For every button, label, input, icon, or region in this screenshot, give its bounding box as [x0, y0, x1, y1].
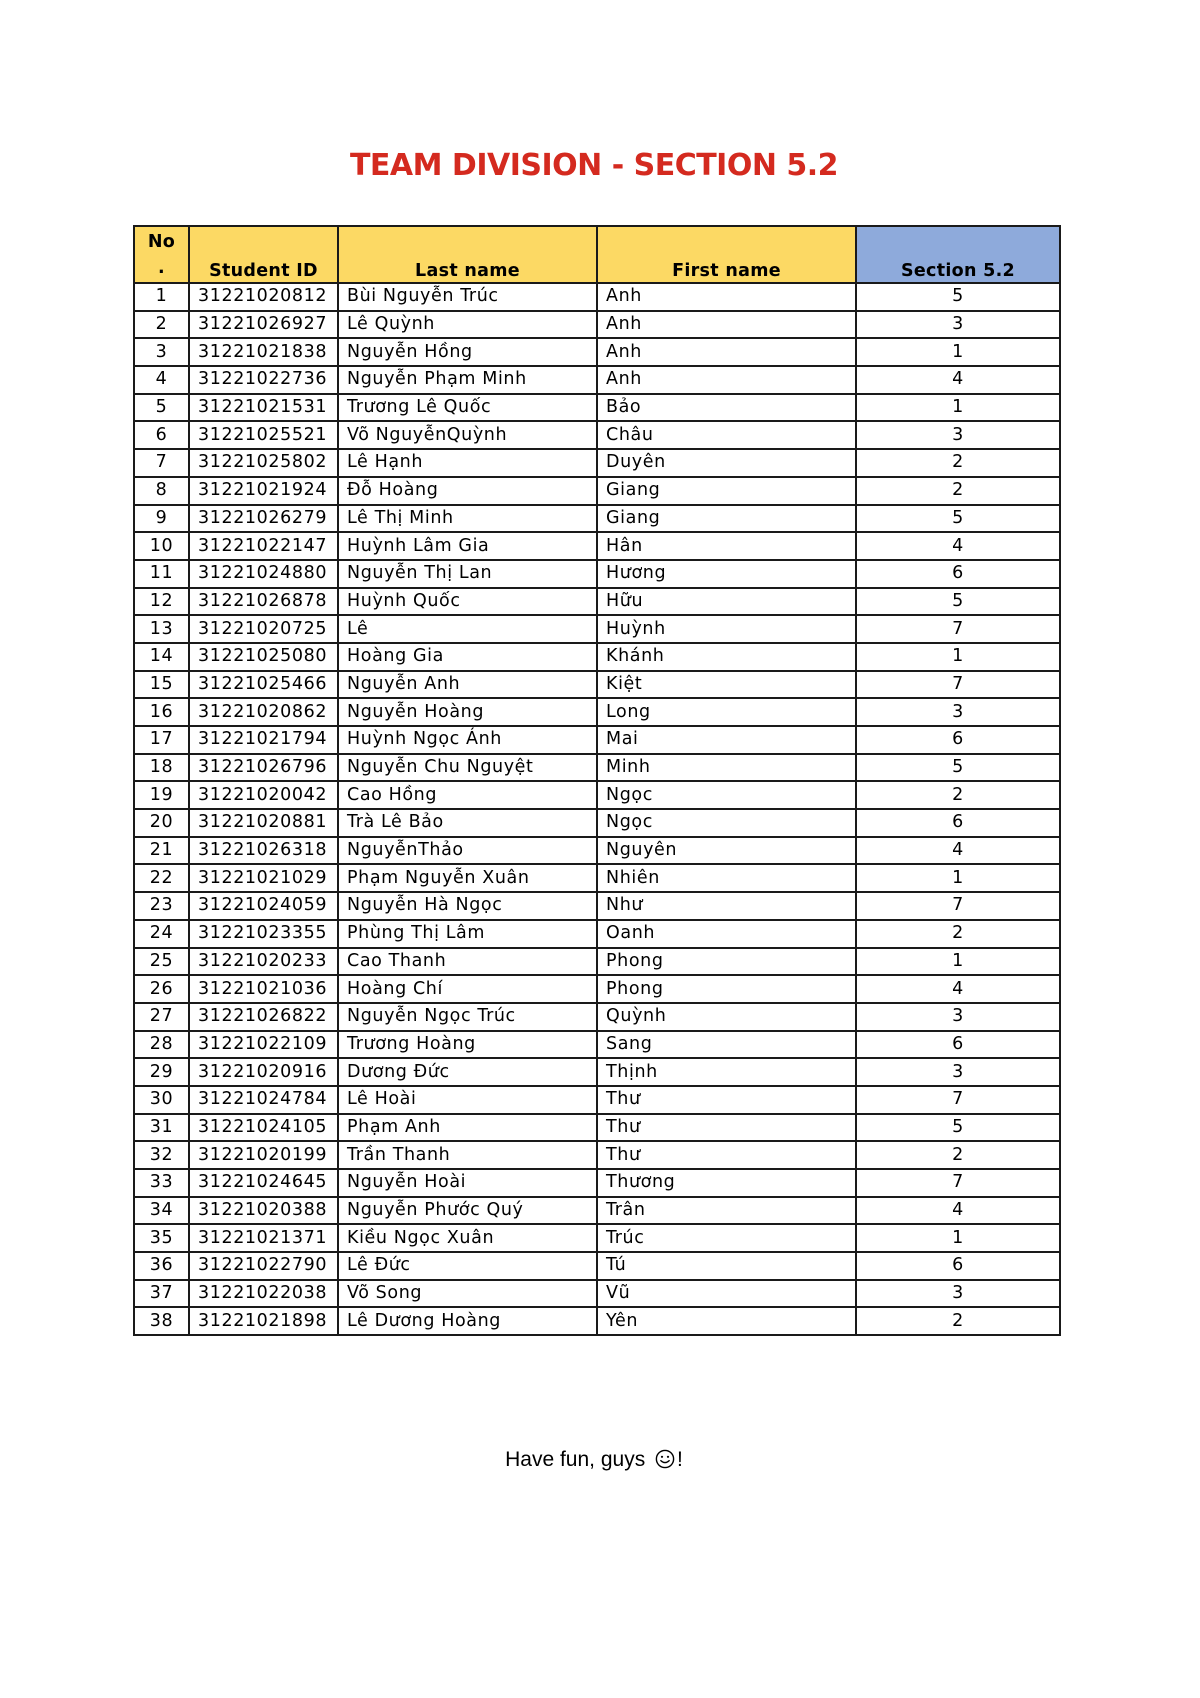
row-number-cell: 14	[134, 643, 189, 671]
section-cell: 3	[856, 698, 1060, 726]
student-id-cell: 31221020812	[189, 283, 338, 311]
last-name-cell: Nguyễn Hồng	[338, 338, 597, 366]
table-row	[134, 1058, 1060, 1086]
last-name-cell: Lê Thị Minh	[338, 505, 597, 533]
section-cell: 3	[856, 1003, 1060, 1031]
row-number-cell: 16	[134, 698, 189, 726]
row-number-cell: 36	[134, 1252, 189, 1280]
section-cell: 1	[856, 338, 1060, 366]
first-name-cell: Oanh	[597, 920, 856, 948]
last-name-cell: Phạm Nguyễn Xuân	[338, 864, 597, 892]
first-name-cell: Hữu	[597, 588, 856, 616]
student-id-cell: 31221022038	[189, 1280, 338, 1308]
section-cell: 3	[856, 1058, 1060, 1086]
row-number-cell: 34	[134, 1197, 189, 1225]
row-number-cell: 6	[134, 421, 189, 449]
row-number-cell: 32	[134, 1141, 189, 1169]
student-id-cell: 31221025080	[189, 643, 338, 671]
student-id-cell: 31221022736	[189, 366, 338, 394]
table-row	[134, 1114, 1060, 1142]
first-name-cell: Hương	[597, 560, 856, 588]
table-row	[134, 588, 1060, 616]
section-cell: 1	[856, 948, 1060, 976]
row-number-cell: 15	[134, 671, 189, 699]
table-row	[134, 283, 1060, 311]
section-cell: 5	[856, 1114, 1060, 1142]
row-number-cell: 27	[134, 1003, 189, 1031]
first-name-cell: Thư	[597, 1141, 856, 1169]
last-name-cell: Nguyễn Chu Nguyệt	[338, 754, 597, 782]
student-id-cell: 31221024105	[189, 1114, 338, 1142]
first-name-cell: Thư	[597, 1086, 856, 1114]
first-name-cell: Anh	[597, 311, 856, 339]
last-name-cell: Huỳnh Quốc	[338, 588, 597, 616]
last-name-cell: Cao Hồng	[338, 781, 597, 809]
first-name-cell: Hân	[597, 532, 856, 560]
table-row	[134, 560, 1060, 588]
row-number-cell: 3	[134, 338, 189, 366]
last-name-cell: Kiều Ngọc Xuân	[338, 1224, 597, 1252]
first-name-cell: Thư	[597, 1114, 856, 1142]
table-row	[134, 892, 1060, 920]
first-name-cell: Mai	[597, 726, 856, 754]
table-row	[134, 1086, 1060, 1114]
row-number-cell: 37	[134, 1280, 189, 1308]
row-number-cell: 26	[134, 975, 189, 1003]
table-row	[134, 1141, 1060, 1169]
smiley-face-icon	[655, 1449, 675, 1469]
last-name-cell: Lê	[338, 615, 597, 643]
table-row	[134, 311, 1060, 339]
section-cell: 3	[856, 1280, 1060, 1308]
section-cell: 6	[856, 1031, 1060, 1059]
table-row	[134, 1307, 1060, 1335]
student-id-cell: 31221020199	[189, 1141, 338, 1169]
table-header-row	[134, 226, 1060, 283]
table-row	[134, 1252, 1060, 1280]
first-name-cell: Anh	[597, 283, 856, 311]
table-row	[134, 671, 1060, 699]
last-name-cell: Lê Dương Hoàng	[338, 1307, 597, 1335]
table-row	[134, 837, 1060, 865]
student-id-cell: 31221020725	[189, 615, 338, 643]
first-name-cell: Thương	[597, 1169, 856, 1197]
first-name-cell: Huỳnh	[597, 615, 856, 643]
section-cell: 6	[856, 560, 1060, 588]
row-number-cell: 24	[134, 920, 189, 948]
student-id-cell: 31221020233	[189, 948, 338, 976]
row-number-cell: 5	[134, 394, 189, 422]
first-name-cell: Trúc	[597, 1224, 856, 1252]
last-name-cell: Nguyễn Anh	[338, 671, 597, 699]
column-header-no-label: No	[147, 231, 176, 252]
table-row	[134, 1280, 1060, 1308]
first-name-cell: Tú	[597, 1252, 856, 1280]
student-id-cell: 31221024784	[189, 1086, 338, 1114]
table-row	[134, 615, 1060, 643]
student-id-cell: 31221025802	[189, 449, 338, 477]
student-id-cell: 31221025521	[189, 421, 338, 449]
student-id-cell: 31221025466	[189, 671, 338, 699]
section-cell: 6	[856, 809, 1060, 837]
section-cell: 2	[856, 449, 1060, 477]
section-cell: 4	[856, 532, 1060, 560]
row-number-cell: 10	[134, 532, 189, 560]
table-row	[134, 809, 1060, 837]
section-cell: 1	[856, 643, 1060, 671]
row-number-cell: 8	[134, 477, 189, 505]
section-cell: 1	[856, 864, 1060, 892]
section-cell: 4	[856, 366, 1060, 394]
first-name-cell: Long	[597, 698, 856, 726]
row-number-cell: 28	[134, 1031, 189, 1059]
table-row	[134, 338, 1060, 366]
first-name-cell: Thịnh	[597, 1058, 856, 1086]
table-row	[134, 1197, 1060, 1225]
student-id-cell: 31221026878	[189, 588, 338, 616]
student-id-cell: 31221021838	[189, 338, 338, 366]
footer-text: Have fun, guys	[505, 1448, 646, 1471]
last-name-cell: Đỗ Hoàng	[338, 477, 597, 505]
table-row	[134, 781, 1060, 809]
last-name-cell: Nguyễn Hà Ngọc	[338, 892, 597, 920]
row-number-cell: 18	[134, 754, 189, 782]
section-cell: 5	[856, 754, 1060, 782]
student-id-cell: 31221026279	[189, 505, 338, 533]
first-name-cell: Giang	[597, 505, 856, 533]
first-name-cell: Minh	[597, 754, 856, 782]
section-cell: 1	[856, 394, 1060, 422]
row-number-cell: 19	[134, 781, 189, 809]
last-name-cell: Huỳnh Lâm Gia	[338, 532, 597, 560]
first-name-cell: Châu	[597, 421, 856, 449]
table-row	[134, 532, 1060, 560]
last-name-cell: Nguyễn Ngọc Trúc	[338, 1003, 597, 1031]
student-id-cell: 31221020862	[189, 698, 338, 726]
student-id-cell: 31221022790	[189, 1252, 338, 1280]
student-id-cell: 31221021794	[189, 726, 338, 754]
row-number-cell: 23	[134, 892, 189, 920]
column-header-first-name: First name	[597, 226, 856, 283]
first-name-cell: Ngọc	[597, 781, 856, 809]
last-name-cell: Dương Đức	[338, 1058, 597, 1086]
last-name-cell: Bùi Nguyễn Trúc	[338, 283, 597, 311]
table-row	[134, 864, 1060, 892]
last-name-cell: Huỳnh Ngọc Ánh	[338, 726, 597, 754]
first-name-cell: Anh	[597, 366, 856, 394]
first-name-cell: Trân	[597, 1197, 856, 1225]
first-name-cell: Khánh	[597, 643, 856, 671]
section-cell: 4	[856, 1197, 1060, 1225]
last-name-cell: Nguyễn Hoài	[338, 1169, 597, 1197]
section-cell: 5	[856, 588, 1060, 616]
section-cell: 5	[856, 283, 1060, 311]
page-title: TEAM DIVISION - SECTION 5.2	[349, 148, 839, 183]
row-number-cell: 25	[134, 948, 189, 976]
section-cell: 4	[856, 975, 1060, 1003]
last-name-cell: Nguyễn Thị Lan	[338, 560, 597, 588]
table-row	[134, 1003, 1060, 1031]
section-cell: 7	[856, 1169, 1060, 1197]
student-id-cell: 31221021531	[189, 394, 338, 422]
table-row	[134, 698, 1060, 726]
last-name-cell: Phạm Anh	[338, 1114, 597, 1142]
student-id-cell: 31221020388	[189, 1197, 338, 1225]
table-row	[134, 920, 1060, 948]
section-cell: 2	[856, 781, 1060, 809]
section-cell: 3	[856, 421, 1060, 449]
first-name-cell: Vũ	[597, 1280, 856, 1308]
first-name-cell: Ngọc	[597, 809, 856, 837]
last-name-cell: Võ Song	[338, 1280, 597, 1308]
first-name-cell: Anh	[597, 338, 856, 366]
row-number-cell: 7	[134, 449, 189, 477]
last-name-cell: Hoàng Chí	[338, 975, 597, 1003]
table-row	[134, 449, 1060, 477]
row-number-cell: 13	[134, 615, 189, 643]
last-name-cell: Lê Hoài	[338, 1086, 597, 1114]
section-cell: 3	[856, 311, 1060, 339]
student-id-cell: 31221023355	[189, 920, 338, 948]
table-row	[134, 643, 1060, 671]
table-row	[134, 1224, 1060, 1252]
row-number-cell: 12	[134, 588, 189, 616]
student-id-cell: 31221026318	[189, 837, 338, 865]
row-number-cell: 29	[134, 1058, 189, 1086]
last-name-cell: Lê Quỳnh	[338, 311, 597, 339]
table-body	[134, 283, 1060, 1335]
row-number-cell: 38	[134, 1307, 189, 1335]
column-header-last-name: Last name	[338, 226, 597, 283]
student-id-cell: 31221021371	[189, 1224, 338, 1252]
student-id-cell: 31221020916	[189, 1058, 338, 1086]
first-name-cell: Yên	[597, 1307, 856, 1335]
last-name-cell: Nguyễn Phạm Minh	[338, 366, 597, 394]
last-name-cell: Võ NguyễnQuỳnh	[338, 421, 597, 449]
student-id-cell: 31221026822	[189, 1003, 338, 1031]
row-number-cell: 11	[134, 560, 189, 588]
section-cell: 2	[856, 477, 1060, 505]
first-name-cell: Phong	[597, 948, 856, 976]
section-cell: 6	[856, 1252, 1060, 1280]
first-name-cell: Phong	[597, 975, 856, 1003]
last-name-cell: NguyễnThảo	[338, 837, 597, 865]
first-name-cell: Sang	[597, 1031, 856, 1059]
row-number-cell: 21	[134, 837, 189, 865]
column-header-section: Section 5.2	[856, 226, 1060, 283]
student-id-cell: 31221021036	[189, 975, 338, 1003]
last-name-cell: Trần Thanh	[338, 1141, 597, 1169]
row-number-cell: 9	[134, 505, 189, 533]
student-id-cell: 31221024880	[189, 560, 338, 588]
last-name-cell: Trương Hoàng	[338, 1031, 597, 1059]
table-row	[134, 975, 1060, 1003]
last-name-cell: Trương Lê Quốc	[338, 394, 597, 422]
student-id-cell: 31221021029	[189, 864, 338, 892]
table-row	[134, 1169, 1060, 1197]
column-header-student-id: Student ID	[189, 226, 338, 283]
last-name-cell: Nguyễn Hoàng	[338, 698, 597, 726]
student-id-cell: 31221024059	[189, 892, 338, 920]
last-name-cell: Cao Thanh	[338, 948, 597, 976]
last-name-cell: Phùng Thị Lâm	[338, 920, 597, 948]
first-name-cell: Quỳnh	[597, 1003, 856, 1031]
row-number-cell: 20	[134, 809, 189, 837]
student-id-cell: 31221026796	[189, 754, 338, 782]
student-id-cell: 31221021924	[189, 477, 338, 505]
section-cell: 2	[856, 1141, 1060, 1169]
last-name-cell: Nguyễn Phước Quý	[338, 1197, 597, 1225]
section-cell: 4	[856, 837, 1060, 865]
table-row	[134, 505, 1060, 533]
first-name-cell: Nguyên	[597, 837, 856, 865]
row-number-cell: 31	[134, 1114, 189, 1142]
section-cell: 7	[856, 1086, 1060, 1114]
table-row	[134, 366, 1060, 394]
row-number-cell: 4	[134, 366, 189, 394]
student-id-cell: 31221020042	[189, 781, 338, 809]
table-row	[134, 394, 1060, 422]
student-id-cell: 31221022109	[189, 1031, 338, 1059]
section-cell: 2	[856, 1307, 1060, 1335]
first-name-cell: Bảo	[597, 394, 856, 422]
last-name-cell: Lê Đức	[338, 1252, 597, 1280]
last-name-cell: Lê Hạnh	[338, 449, 597, 477]
table-row	[134, 421, 1060, 449]
student-id-cell: 31221021898	[189, 1307, 338, 1335]
table-row	[134, 477, 1060, 505]
row-number-cell: 30	[134, 1086, 189, 1114]
section-cell: 2	[856, 920, 1060, 948]
row-number-cell: 33	[134, 1169, 189, 1197]
footer-exclamation: !	[677, 1448, 683, 1471]
student-id-cell: 31221022147	[189, 532, 338, 560]
first-name-cell: Kiệt	[597, 671, 856, 699]
last-name-cell: Trà Lê Bảo	[338, 809, 597, 837]
row-number-cell: 2	[134, 311, 189, 339]
row-number-cell: 17	[134, 726, 189, 754]
student-id-cell: 31221020881	[189, 809, 338, 837]
section-cell: 5	[856, 505, 1060, 533]
first-name-cell: Duyên	[597, 449, 856, 477]
section-cell: 7	[856, 615, 1060, 643]
column-header-no	[134, 226, 189, 283]
first-name-cell: Nhiên	[597, 864, 856, 892]
table-row	[134, 726, 1060, 754]
last-name-cell: Hoàng Gia	[338, 643, 597, 671]
student-id-cell: 31221026927	[189, 311, 338, 339]
row-number-cell: 22	[134, 864, 189, 892]
student-id-cell: 31221024645	[189, 1169, 338, 1197]
footer-message	[0, 1448, 1188, 1472]
table-row	[134, 948, 1060, 976]
row-number-cell: 35	[134, 1224, 189, 1252]
section-cell: 6	[856, 726, 1060, 754]
section-cell: 7	[856, 671, 1060, 699]
column-header-no-dot: .	[158, 257, 165, 278]
table-row	[134, 1031, 1060, 1059]
team-division-table	[133, 225, 1061, 1336]
section-cell: 1	[856, 1224, 1060, 1252]
first-name-cell: Như	[597, 892, 856, 920]
table-row	[134, 754, 1060, 782]
row-number-cell: 1	[134, 283, 189, 311]
first-name-cell: Giang	[597, 477, 856, 505]
section-cell: 7	[856, 892, 1060, 920]
